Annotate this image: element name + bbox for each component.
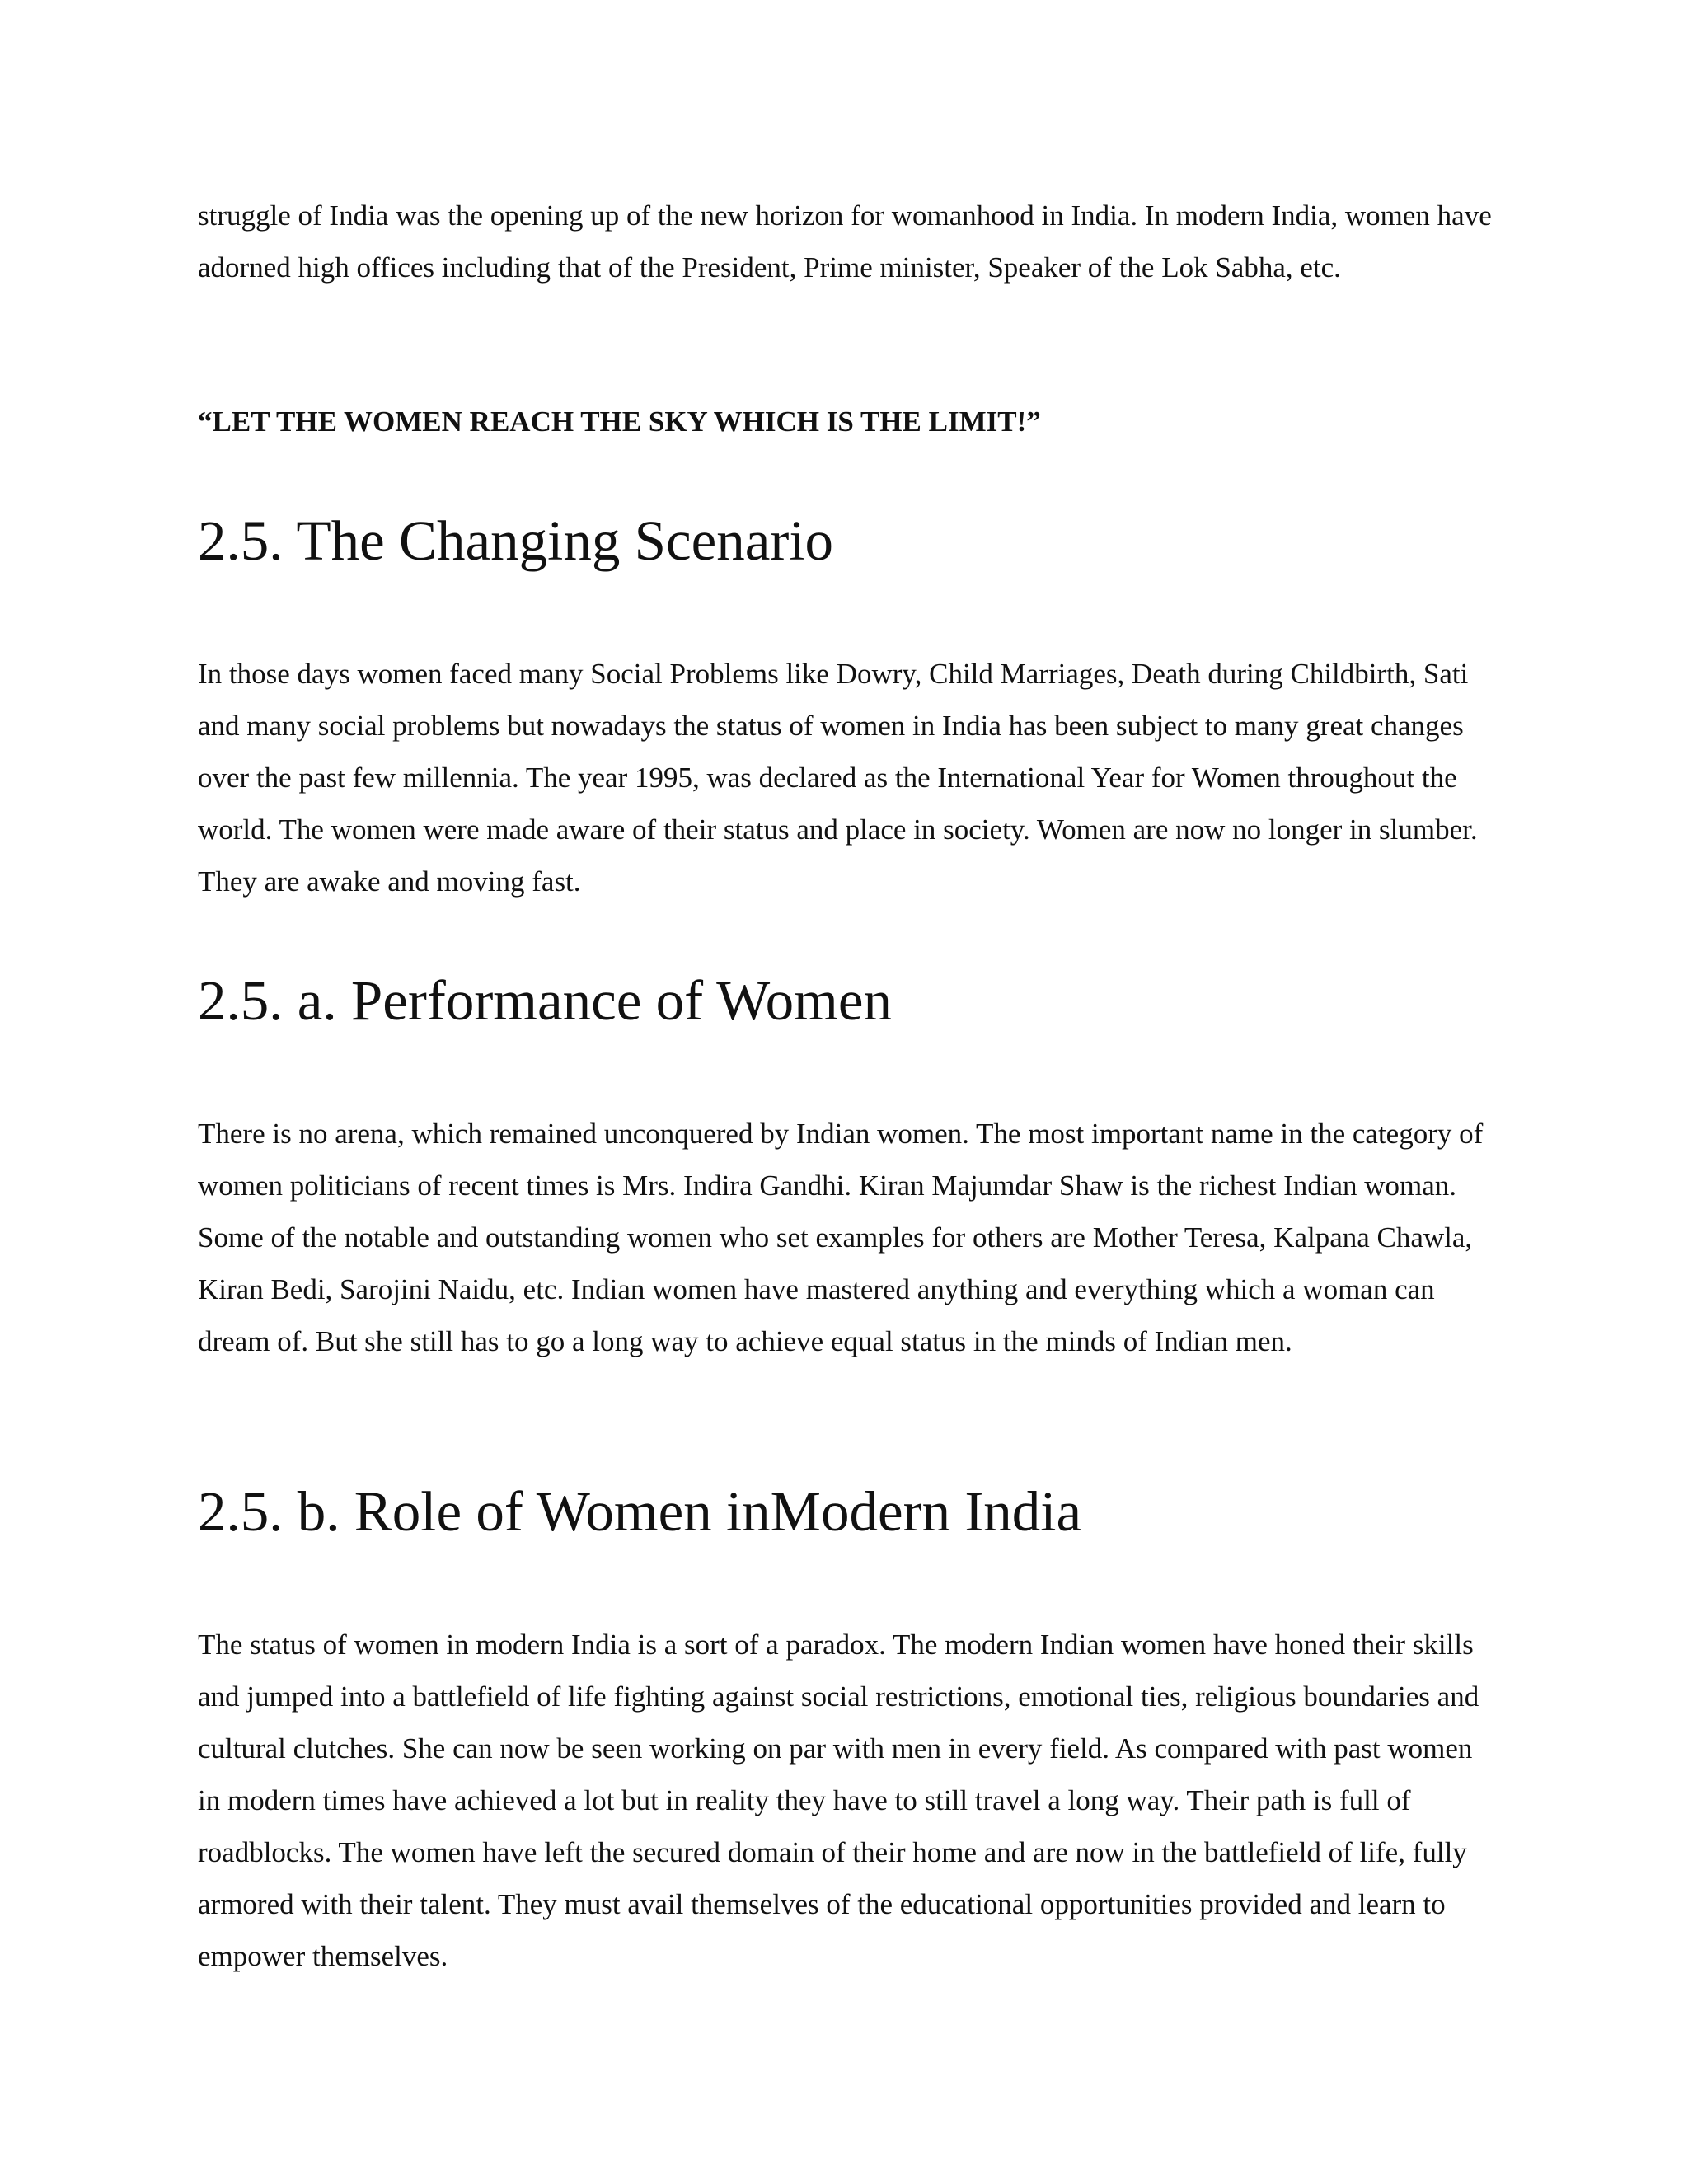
section-heading-performance-of-women: 2.5. a. Performance of Women xyxy=(198,969,892,1032)
intro-paragraph: struggle of India was the opening up of the new horizon for womanhood in India. In modern India, women have adorned high offices including that of the President, Prime minister, Speaker of the Lok Sabha, etc. xyxy=(198,199,1492,284)
section-paragraph-performance-of-women: There is no arena, which remained unconquered by Indian women. The most important name in the category of women politicians of recent times is Mrs. Indira Gandhi. Kiran Majumdar Shaw is the richest Indian woman. Some of the notable and outstanding women who set examples for others are Mother Teresa, Kalpana Chawla, Kiran Bedi, Sarojini Naidu, etc. Indian women have mastered anything and everything which a woman can dream of. But she still has to go a long way to achieve equal status in the minds of Indian men. xyxy=(198,1118,1484,1357)
section-heading-role-of-women: 2.5. b. Role of Women inModern India xyxy=(198,1480,1082,1543)
slogan-quote: “LET THE WOMEN REACH THE SKY WHICH IS THE LIMIT!” xyxy=(198,405,1041,438)
section-paragraph-changing-scenario: In those days women faced many Social Problems like Dowry, Child Marriages, Death during Childbirth, Sati and many social problems but nowadays the status of women in India has been subject to many great changes over the past few millennia. The year 1995, was declared as the International Year for Women throughout the world. The women were made aware of their status and place in society. Women are now no longer in slumber. They are awake and moving fast. xyxy=(198,658,1478,898)
section-paragraph-role-of-women: The status of women in modern India is a sort of a paradox. The modern Indian women have honed their skills and jumped into a battlefield of life fighting against social restrictions, emotional ties, religious boundaries and cultural clutches. She can now be seen working on par with men in every field. As compared with past women in modern times have achieved a lot but in reality they have to still travel a long way. Their path is full of roadblocks. The women have left the secured domain of their home and are now in the battlefield of life, fully armored with their talent. They must avail themselves of the educational opportunities provided and learn to empower themselves. xyxy=(198,1629,1479,1972)
section-heading-changing-scenario: 2.5. The Changing Scenario xyxy=(198,509,833,572)
